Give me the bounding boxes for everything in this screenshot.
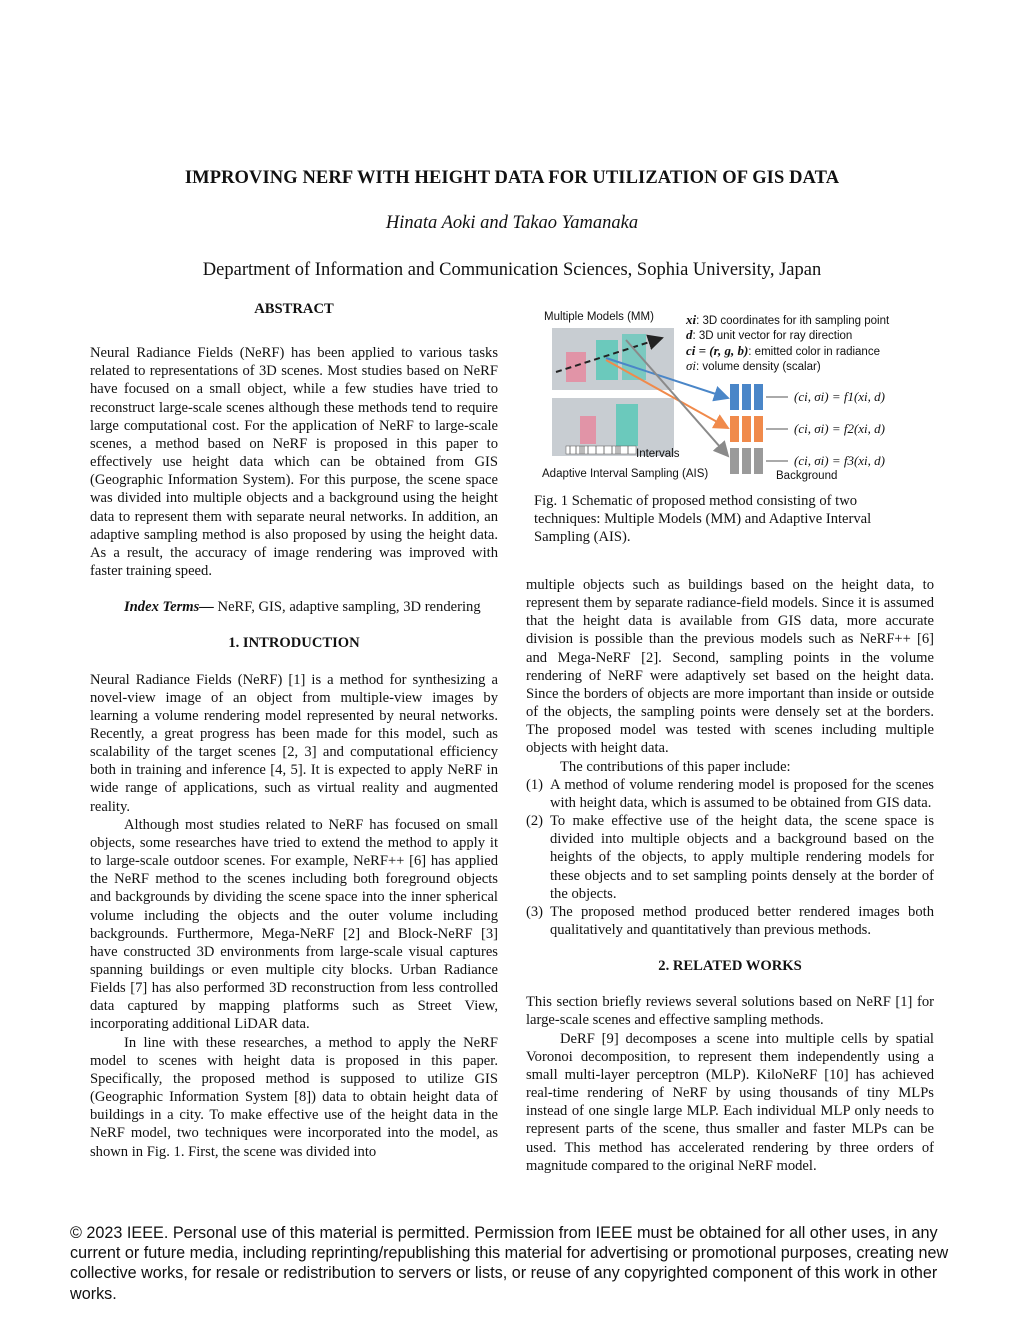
mlp-blue [730, 384, 763, 410]
index-terms [90, 598, 498, 616]
contribution-1: (1) A method of volume rendering model is proposed for the scenes with height data, which is assumed to be obtained from GIS data. [526, 776, 934, 811]
paper-authors: Hinata Aoki and Takao Yamanaka [385, 213, 639, 233]
figure-1 [536, 304, 936, 489]
left-column [90, 300, 498, 1161]
ais-building-pink [580, 416, 596, 444]
background-label: Background [776, 470, 838, 482]
index-terms-label: Index Terms— [124, 599, 214, 616]
abstract-text: Neural Radiance Fields (NeRF) has been applied to various tasks related to representations of 3D scenes. Most studies based on NeRF have focused on a small object, while a few studies have tried to reconstruct large-scale scenes although these methods tend to require large computational cost. For the application of NeRF to large-scale scenes, a method based on NeRF is proposed in this paper to effectively use height data which can be obtained from GIS (Geographic Information System). For this purpose, the scene space was divided into multiple objects and a background using the height data to represent them with separate neural networks. In addition, an adaptive sampling method is also proposed by using the height data. As a result, the accuracy of image rendering was improved with faster training speed. [90, 345, 498, 580]
intro-paragraph-2: Although most studies related to NeRF has focused on small objects, some researches have tried to extend the method to apply it to large-scale outdoor scenes. For example, NeRF++ [6] has applied the NeRF method to the scenes including both foreground objects and backgrounds by dividing the scene space into the inner spherical volume including the objects and the outer volume including backgrounds. Furthermore, Mega-NeRF [2] and Block-NeRF [3] have constructed 3D environments from large-scale visual captures spanning buildings or even multiple city blocks. Urban Radiance Fields [7] has also performed 3D reconstruction from less controlled data captured by mapping platforms such as Street View, incorporating additional LiDAR data. [90, 816, 498, 1033]
related-paragraph-2: DeRF [9] decomposes a scene into multiple cells by spatial Voronoi decomposition, to represent them independently using a small multi-layer perceptron (MLP). KiloNeRF [10] has achieved real-time rendering of NeRF by using thousands of tiny MLPs instead of one single large MLP. Each individual MLP only needs to represent parts of the scene, thus smaller and faster MLPs can be used. This method has accelerated rendering by three orders of magnitude compared to the original NeRF model. [526, 1030, 934, 1174]
equation-3: (ci, σi) = f3(xi, d) [794, 453, 885, 468]
legend-x: xi: 3D coordinates for ith sampling point [686, 312, 890, 327]
figure-1-caption: Fig. 1 Schematic of proposed method consisting of two techniques: Multiple Models (MM) and Adaptive Interval Sampling (AIS). [534, 493, 872, 546]
equation-1: (ci, σi) = f1(xi, d) [794, 389, 885, 404]
related-paragraph-1: This section briefly reviews several solutions based on NeRF [1] for large-scale scenes and effective sampling methods. [526, 994, 934, 1029]
index-terms-text: NeRF, GIS, adaptive sampling, 3D rendering [213, 599, 481, 616]
mlp-gray [730, 448, 763, 474]
ais-building-teal [616, 404, 638, 446]
right-column [526, 576, 934, 1175]
equation-2: (ci, σi) = f2(xi, d) [794, 421, 885, 436]
mlp-orange [730, 416, 763, 442]
related-heading: 2. RELATED WORKS [658, 958, 802, 975]
interval-bar [566, 446, 636, 454]
mm-label: Multiple Models (MM) [544, 311, 654, 323]
contribution-3: (3) The proposed method produced better rendered images both qualitatively and quantitatively than previous methods. [526, 903, 934, 938]
legend-d: d: 3D unit vector for ray direction [686, 327, 853, 342]
paper-title: IMPROVING NERF WITH HEIGHT DATA FOR UTILIZATION OF GIS DATA [184, 168, 840, 188]
intro-paragraph-1: Neural Radiance Fields (NeRF) [1] is a method for synthesizing a novel-view image of an object from multiple-view images by learning a volume rendering model represented by neural networks. Recently, a great progress has been made for this model, such as scalability of the target scenes [2, 3] and computational efficiency both in training and inference [4, 5]. It is expected to apply NeRF in wide range of applications, such as virtual reality and augmented reality. [90, 671, 498, 815]
legend-sigma: σi: volume density (scalar) [686, 358, 821, 373]
intervals-label: Intervals [636, 448, 680, 460]
paper-affiliation: Department of Information and Communication Sciences, Sophia University, Japan [202, 260, 822, 280]
contribution-2: (2) To make effective use of the height data, the scene space is divided into multiple objects and a background based on the heights of the objects, to apply multiple rendering models for these objects and to set sampling points densely at the border of the objects. [526, 813, 934, 902]
ais-label: Adaptive Interval Sampling (AIS) [542, 468, 709, 480]
intro-paragraph-4: multiple objects such as buildings based on the height data, to represent them by separate radiance-field models. Since it is assumed that the height data is available from GIS data, more accurate division is possible than the previous models such as NeRF++ [6] and Mega-NeRF [2]. Second, sampling points in the volume rendering of NeRF were adaptively set based on the height data. Since the borders of objects are more important than inside or outside of the objects, the sampling points were densely set at the borders. The proposed model was tested with scenes including multiple objects with height data. [526, 577, 934, 757]
legend-c: ci = (r, g, b): emitted color in radiance [686, 343, 880, 358]
intro-heading: 1. INTRODUCTION [228, 635, 360, 652]
intro-paragraph-3: In line with these researches, a method to apply the NeRF model to scenes with height data is proposed in this paper. Specifically, the proposed method is supposed to utilize GIS (Geographic Information System [8]) data to obtain height data of buildings in a city. To make effective use of the height data in the NeRF model, two techniques were incorporated into the model, as shown in Fig. 1. First, the scene was divided into [90, 1034, 498, 1160]
abstract-heading: ABSTRACT [254, 301, 334, 317]
copyright-notice: © 2023 IEEE. Personal use of this material is permitted. Permission from IEEE must be obtained for all other uses, in any current or future media, including reprinting/republishing this material for advertising or promotional purposes, creating new collective works, for resale or redistribution to servers or lists, or reuse of any copyrighted component of this work in other works. [70, 1224, 949, 1303]
figure-1-diagram [536, 304, 936, 489]
intro-paragraph-5: The contributions of this paper include: [560, 758, 791, 775]
